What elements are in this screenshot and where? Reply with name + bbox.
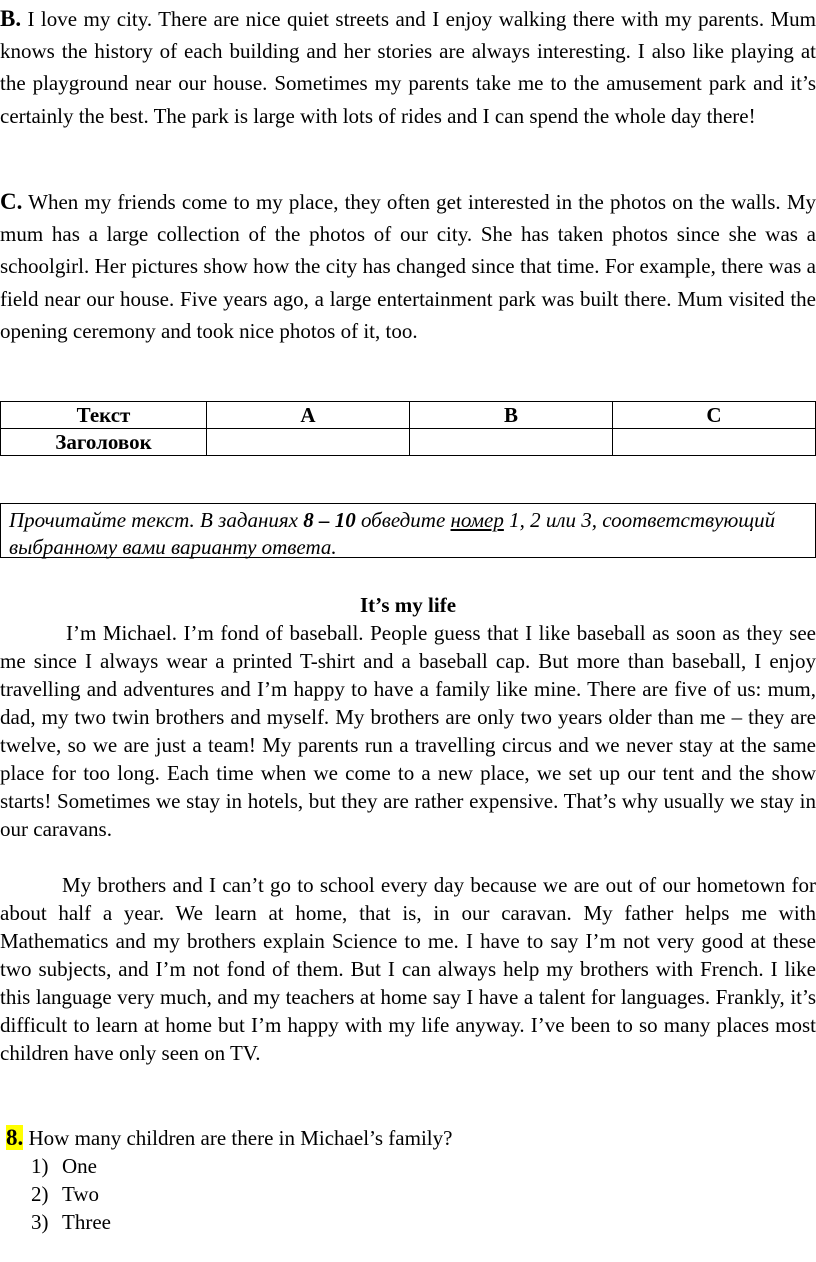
instruction-text-1: Прочитайте текст. В заданиях — [9, 508, 304, 532]
option-number: 2) — [31, 1182, 49, 1206]
option-2[interactable] — [31, 1180, 99, 1208]
option-number: 1) — [31, 1154, 49, 1178]
table-row-label: Заголовок — [1, 429, 207, 456]
instruction-task-range: 8 – 10 — [303, 508, 356, 532]
question-number: 8. — [6, 1125, 24, 1150]
question-text: How many children are there in Michael’s family? — [28, 1126, 453, 1150]
matching-table — [0, 401, 816, 456]
answer-cell-a[interactable] — [207, 429, 410, 456]
table-answer-row — [1, 429, 816, 456]
answer-cell-b[interactable] — [410, 429, 613, 456]
instruction-box — [0, 503, 816, 558]
table-column-b: B — [410, 402, 613, 429]
instruction-text-3: 1, 2 или 3, соответствующий выбранному вами варианту ответа. — [9, 508, 776, 559]
option-number: 3) — [31, 1210, 49, 1234]
paragraph-c-letter: C. — [0, 189, 23, 214]
paragraph-b-text: I love my city. There are nice quiet streets and I enjoy walking there with my parents. Mum knows the history of each building and her stories are always interesting. I also like playing at the playground near our house. Sometimes my parents take me to the amusement park and it’s certainly the best. The park is large with lots of rides and I can spend the whole day there! — [0, 7, 816, 128]
paragraph-c-text: When my friends come to my place, they often get interested in the photos on the walls. My mum has a large collection of the photos of our city. She has taken photos since she was a schoolgirl. Her pictures show how the city has changed since that time. For example, there was a field near our house. Five years ago, a large entertainment park was built there. Mum visited the opening ceremony and took nice photos of it, too. — [0, 190, 816, 343]
table-column-a: A — [207, 402, 410, 429]
table-column-c: C — [613, 402, 816, 429]
paragraph-b-letter: B. — [0, 6, 22, 31]
paragraph-b — [0, 3, 816, 132]
story-title: It’s my life — [359, 593, 457, 617]
option-3[interactable] — [31, 1208, 111, 1236]
story-paragraph-1: I’m Michael. I’m fond of baseball. People guess that I like baseball as soon as they see me since I always wear a printed T-shirt and a baseball cap. But more than baseball, I enjoy travelling and adventures and I’m happy to have a family like mine. There are five of us: mum, dad, my two twin brothers and myself. My brothers are only two years older than me – they are twelve, so we are just a team! My parents run a travelling circus and we never stay at the same place for too long. Each time when we come to a new place, we set up our tent and the show starts! Sometimes we stay in hotels, but they are rather expensive. That’s why usually we stay in our caravans. — [0, 621, 816, 842]
question-8 — [6, 1124, 452, 1152]
option-text: One — [62, 1154, 97, 1178]
table-header-label: Текст — [1, 402, 207, 429]
story-paragraph-2: My brothers and I can’t go to school every day because we are out of our hometown for about half a year. We learn at home, that is, in our caravan. My father helps me with Mathematics and my brothers explain Science to me. I have to say I’m not very good at these two subjects, and I’m not fond of them. But I can always help my brothers with French. I like this language very much, and my teachers at home say I have a talent for languages. Frankly, it’s difficult to learn at home but I’m happy with my life anyway. I’ve been to so many places most children have only seen on TV. — [0, 873, 816, 1066]
option-1[interactable] — [31, 1152, 97, 1180]
instruction-text-2: обведите — [355, 508, 451, 532]
paragraph-c — [0, 186, 816, 347]
option-text: Three — [62, 1210, 111, 1234]
table-header-row — [1, 402, 816, 429]
instruction-underlined-word: номер — [450, 508, 504, 532]
answer-cell-c[interactable] — [613, 429, 816, 456]
option-text: Two — [62, 1182, 100, 1206]
